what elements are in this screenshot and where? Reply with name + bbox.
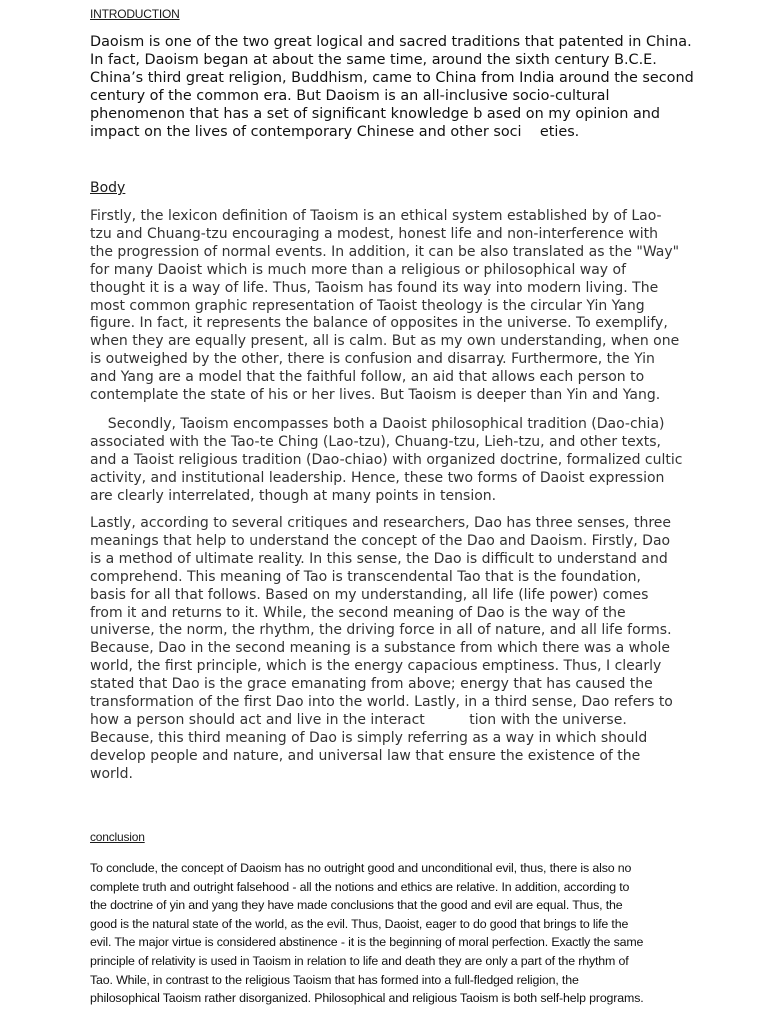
body-paragraph-2 [90, 416, 682, 506]
text-line: complete truth and outright falsehood - all the notions and ethics are relative. In addition, according to [90, 879, 630, 894]
text-line: is outweighed by the other, there is confusion and disarray. Furthermore, the Yin [90, 351, 655, 368]
text-line: Because, Dao in the second meaning is a substance from which there was a whole [90, 640, 671, 657]
text-line: century of the common era. But Daoism is an all-inclusive socio-cultural [90, 87, 610, 104]
text-line: phenomenon that has a set of significant knowledge b ased on my opinion and [90, 105, 661, 122]
conclusion-paragraph [90, 859, 644, 1008]
text-line: tzu and Chuang-tzu encouraging a modest, honest life and non-interference with [90, 225, 659, 242]
text-line: To conclude, the concept of Daoism has no outright good and unconditional evil, thus, there is also no [90, 861, 632, 875]
text-line: transformation of the first Dao into the world. Lastly, in a third sense, Dao refers to [90, 694, 673, 711]
text-line: how a person should act and live in the interact tion with the universe. [90, 711, 627, 728]
text-line: from it and returns to it. While, the second meaning of Dao is the way of the [90, 604, 626, 621]
text-line: evil. The major virtue is considered abstinence - it is the beginning of moral perfection. Exactly the same [90, 935, 644, 950]
text-line: principle of relativity is used in Taoism in relation to life and death they are only a part of the rhythm of [90, 953, 629, 968]
text-line: Firstly, the lexicon definition of Taoism is an ethical system established by of Lao- [90, 208, 662, 224]
text-line: when they are equally present, all is calm. But as my own understanding, when one [90, 333, 680, 350]
text-line: figure. In fact, it represents the balance of opposites in the universe. To exemplify, [90, 315, 668, 332]
text-line: In fact, Daoism began at about the same time, around the sixth century B.C.E. [90, 51, 657, 68]
text-line: and a Taoist religious tradition (Dao-chiao) with organized doctrine, formalized cultic [90, 451, 683, 468]
text-line: the progression of normal events. In addition, it can be also translated as the "Way" [90, 243, 680, 260]
text-line: activity, and institutional leadership. Hence, these two forms of Daoist expression [90, 469, 665, 486]
body-paragraph-1 [90, 208, 679, 405]
text-line: the doctrine of yin and yang they have made conclusions that the good and evil are equal. Thus, the [90, 898, 623, 913]
text-line: impact on the lives of contemporary Chinese and other soci eties. [90, 123, 580, 140]
text-line: Daoism is one of the two great logical and sacred traditions that patented in China. [90, 34, 692, 50]
text-line: most common graphic representation of Taoist theology is the circular Yin Yang [90, 297, 645, 314]
text-line: world, the first principle, which is the energy capacious emptiness. Thus, I clearly [90, 658, 662, 675]
conclusion-heading: conclusion [90, 830, 145, 844]
text-line: good is the natural state of the world, as the evil. Thus, Daoist, eager to do good that brings to life the [90, 916, 629, 931]
text-line: philosophical Taoism rather disorganized. Philosophical and religious Taoism is both self-help programs. [90, 991, 644, 1006]
text-line: for many Daoist which is much more than a religious or philosophical way of [90, 261, 627, 278]
text-line: comprehend. This meaning of Tao is transcendental Tao that is the foundation, [90, 568, 641, 585]
text-line: China’s third great religion, Buddhism, came to China from India around the second [90, 69, 694, 86]
text-line: associated with the Tao-te Ching (Lao-tzu), Chuang-tzu, Lieh-tzu, and other texts, [90, 433, 661, 450]
text-line: world. [90, 765, 133, 782]
text-line: and Yang are a model that the faithful follow, an aid that allows each person to [90, 369, 645, 386]
text-line: contemplate the state of his or her lives. But Taoism is deeper than Yin and Yang. [90, 387, 661, 404]
text-line: meanings that help to understand the concept of the Dao and Daoism. Firstly, Dao [90, 532, 671, 549]
text-line: are clearly interrelated, though at many points in tension. [90, 487, 497, 504]
introduction-paragraph [90, 34, 694, 141]
text-line: stated that Dao is the grace emanating from above; energy that has caused the [90, 676, 653, 693]
body-heading: Body [90, 180, 126, 196]
text-line: is a method of ultimate reality. In this sense, the Dao is difficult to understand and [90, 550, 668, 567]
text-line: Tao. While, in contrast to the religious Taoism that has formed into a full-fledged religion, the [90, 972, 579, 987]
text-line: Lastly, according to several critiques and researchers, Dao has three senses, three [90, 515, 671, 531]
text-line: basis for all that follows. Based on my understanding, all life (life power) comes [90, 586, 649, 603]
text-line: universe, the norm, the rhythm, the driving force in all of nature, and all life forms. [90, 622, 672, 639]
text-line: develop people and nature, and universal law that ensure the existence of the [90, 747, 641, 764]
body-paragraph-3 [90, 515, 673, 784]
text-line: Because, this third meaning of Dao is simply referring as a way in which should [90, 729, 648, 746]
text-line: thought it is a way of life. Thus, Taoism has found its way into modern living. The [90, 279, 659, 296]
introduction-heading: INTRODUCTION [90, 7, 180, 21]
text-line: Secondly, Taoism encompasses both a Daoist philosophical tradition (Dao-chia) [90, 416, 665, 432]
